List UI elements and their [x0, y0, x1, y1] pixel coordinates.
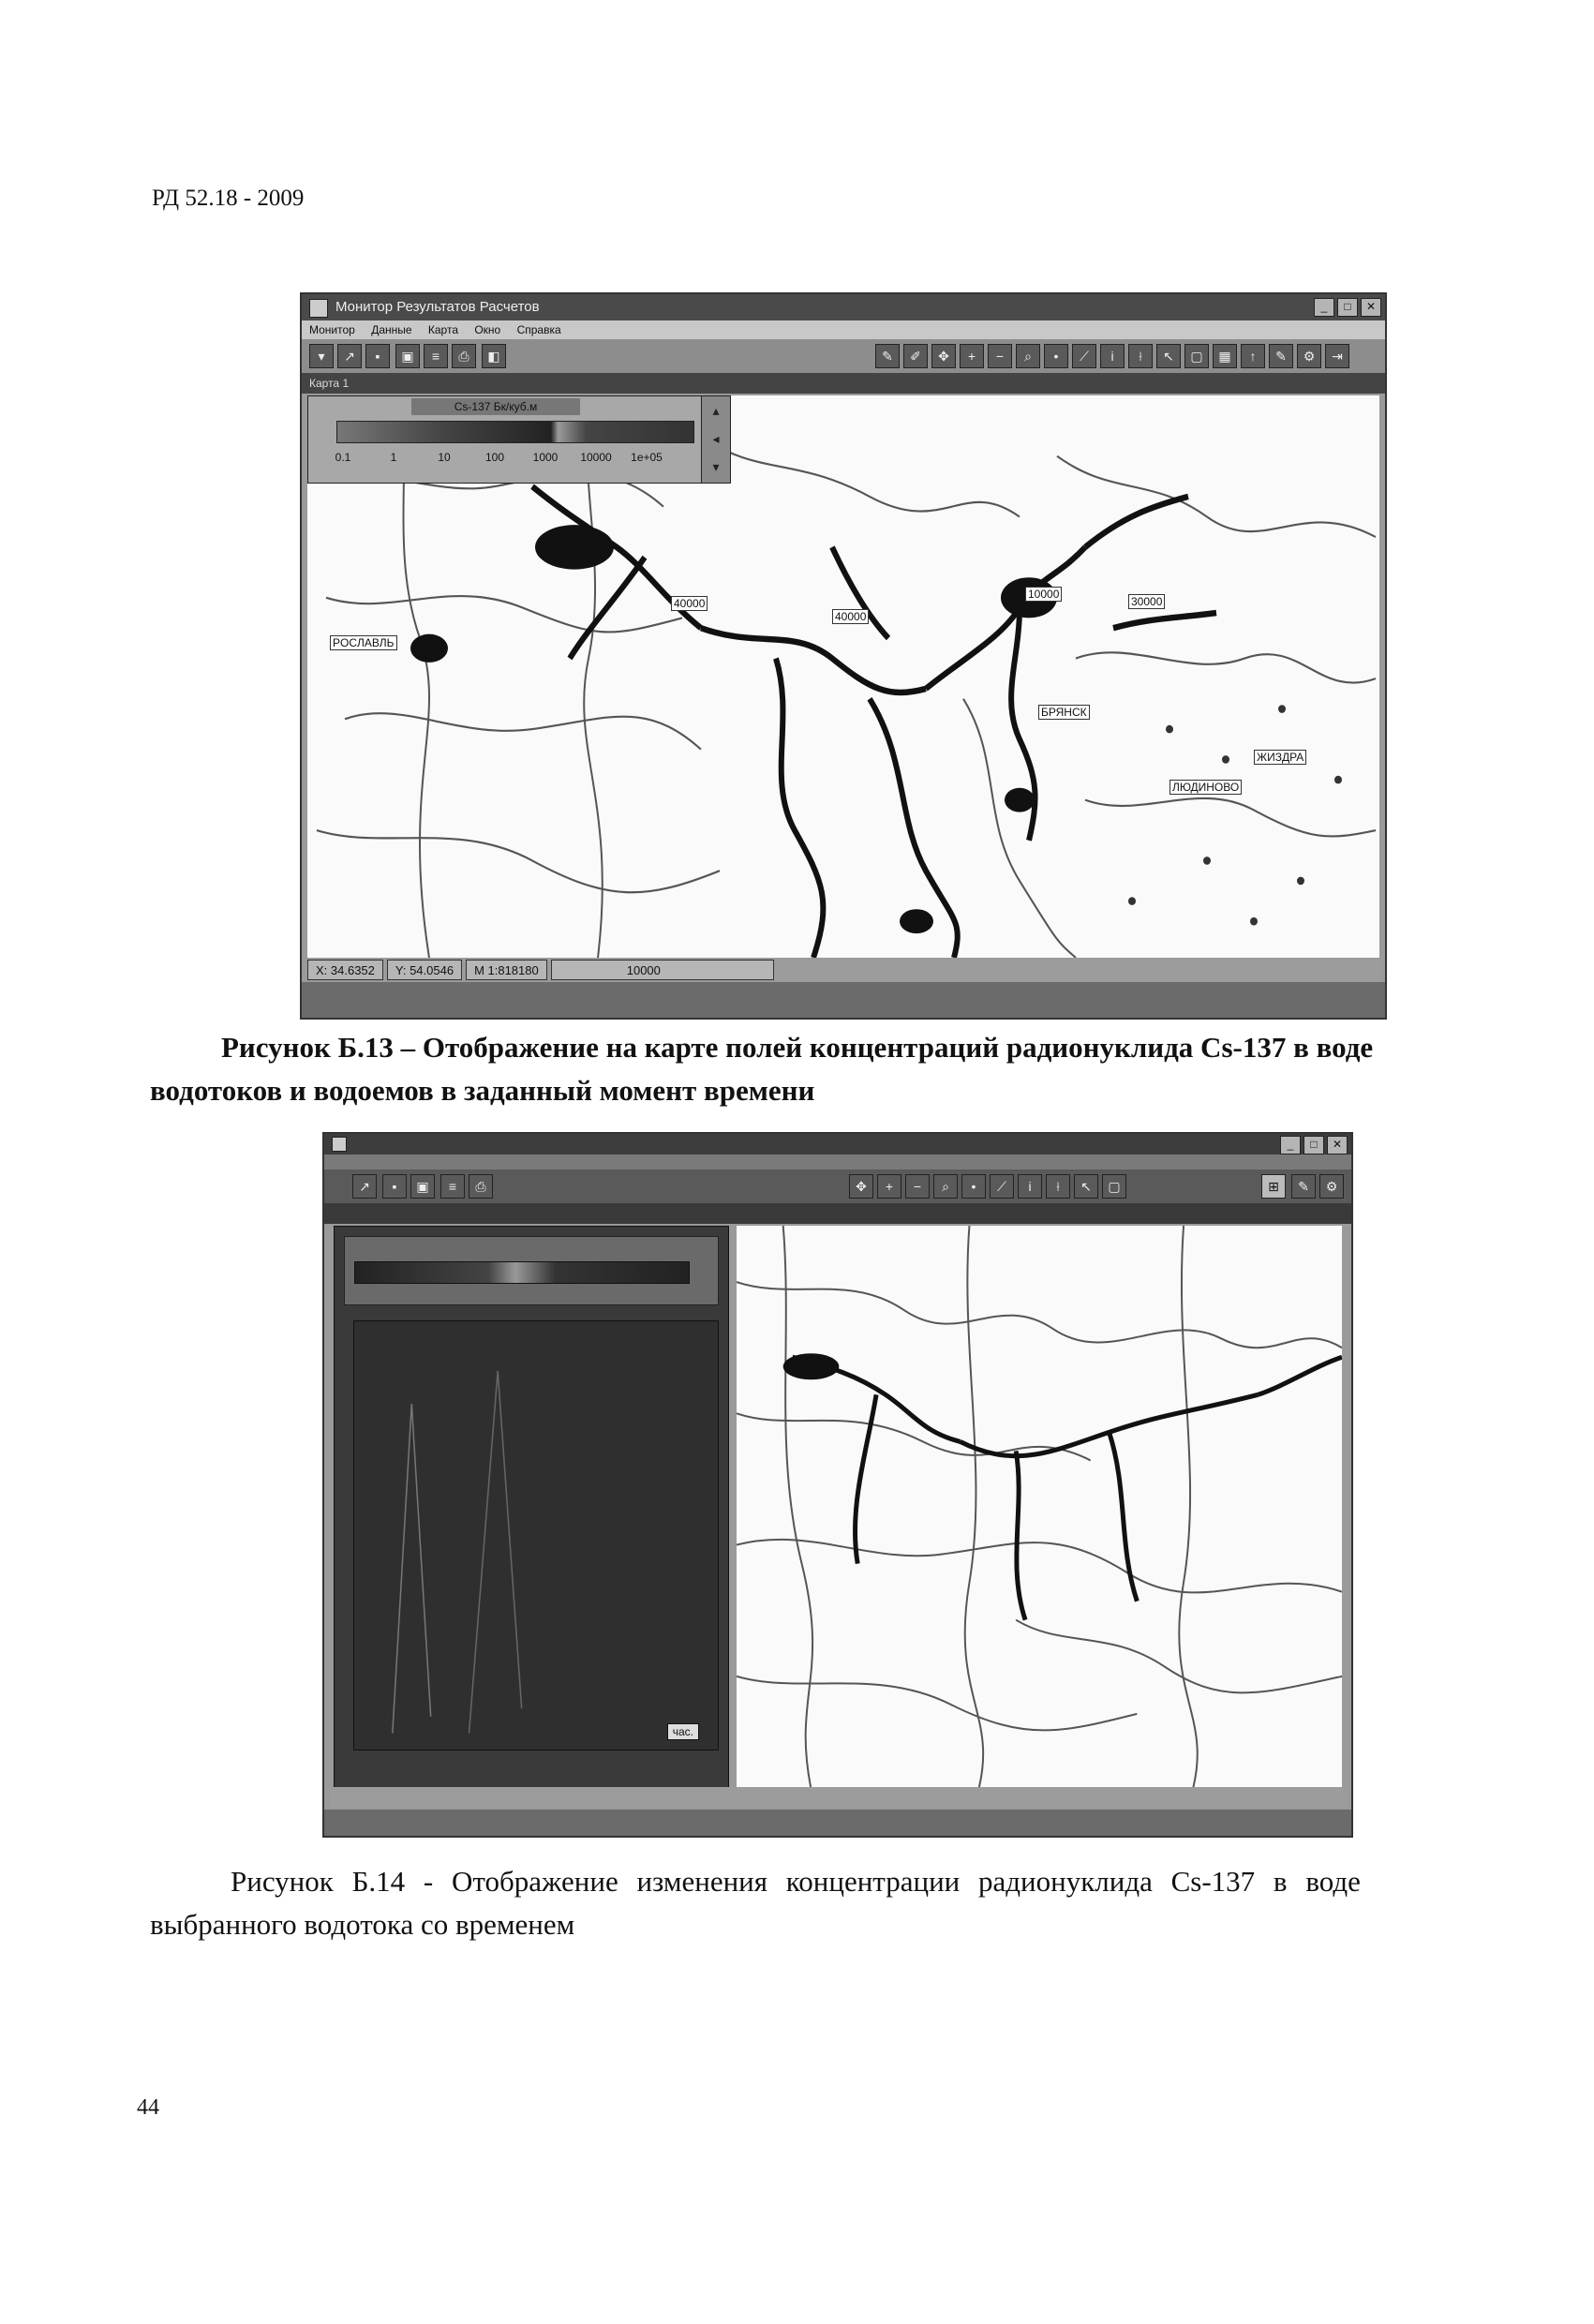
ruler-icon[interactable]: ⟊ [1046, 1174, 1070, 1199]
save-icon[interactable]: ▪ [365, 344, 390, 368]
taskbar [324, 1810, 1351, 1836]
grid-icon[interactable]: ▦ [1213, 344, 1237, 368]
pencil-icon[interactable]: ✎ [875, 344, 900, 368]
zoom-out-icon[interactable]: − [905, 1174, 930, 1199]
measure-icon[interactable]: ⟋ [990, 1174, 1014, 1199]
window-titlebar [324, 1134, 1351, 1155]
status-scale: M 1:818180 [466, 960, 547, 980]
draw-icon[interactable]: ✐ [903, 344, 928, 368]
window-icon[interactable]: ▣ [410, 1174, 435, 1199]
window-title: Монитор Результатов Расчетов [335, 299, 540, 315]
brush-icon[interactable]: ✎ [1269, 344, 1293, 368]
legend-scroll[interactable] [701, 396, 730, 483]
close-button[interactable]: ✕ [1327, 1136, 1348, 1155]
settings-icon[interactable]: ⚙ [1297, 344, 1321, 368]
menu-bar [324, 1155, 1351, 1169]
time-series-panel [334, 1226, 729, 1789]
concentration-time-graph[interactable] [353, 1320, 719, 1750]
chevron-up-icon[interactable]: ▴ [712, 403, 720, 418]
maximize-button[interactable]: □ [1337, 298, 1358, 317]
select-icon[interactable]: ↖ [1074, 1174, 1098, 1199]
toolbar [302, 339, 1385, 373]
zoom-area-icon[interactable]: ⌕ [1016, 344, 1040, 368]
figure-b13-screenshot [300, 292, 1387, 1020]
map-view[interactable] [737, 1226, 1342, 1789]
menu-help[interactable]: Справка [516, 323, 561, 336]
layers-icon[interactable]: ◧ [482, 344, 506, 368]
ruler-icon[interactable]: ⟊ [1128, 344, 1153, 368]
legend-tick: 1 [390, 451, 397, 464]
figure-b14-screenshot [322, 1132, 1353, 1838]
map-label: БРЯНСК [1038, 705, 1090, 720]
exit-icon[interactable]: ⇥ [1325, 344, 1349, 368]
map-label: ЛЮДИНОВО [1169, 780, 1242, 795]
figure-b14-caption [150, 1860, 1452, 1946]
app-icon [309, 299, 328, 318]
chevron-left-icon[interactable]: ◂ [712, 431, 720, 446]
close-button[interactable]: ✕ [1361, 298, 1381, 317]
caption-line: выбранного водотока со временем [150, 1908, 575, 1941]
zoom-in-icon[interactable]: + [877, 1174, 901, 1199]
map-window-titlebar [302, 373, 1385, 394]
legend-color-scale [336, 421, 694, 443]
list-icon[interactable]: ≡ [440, 1174, 465, 1199]
arrow-up-icon[interactable]: ↑ [1241, 344, 1265, 368]
select-icon[interactable]: ↖ [1156, 344, 1181, 368]
page-number: 44 [137, 2095, 159, 2120]
menu-monitor[interactable]: Монитор [309, 323, 355, 336]
print-icon[interactable]: ⎙ [469, 1174, 493, 1199]
info-icon[interactable]: i [1100, 344, 1125, 368]
chevron-down-icon[interactable]: ▾ [712, 459, 720, 474]
toolbar [324, 1169, 1351, 1203]
legend-title: Cs-137 Бк/куб.м [411, 398, 580, 415]
pin-icon[interactable]: • [961, 1174, 986, 1199]
list-icon[interactable]: ≡ [424, 344, 448, 368]
document-code: РД 52.18 - 2009 [152, 186, 305, 211]
status-bar [307, 960, 1379, 980]
status-bar [330, 1787, 1346, 1808]
map-label: 40000 [832, 609, 869, 624]
chart-icon[interactable]: ↗ [352, 1174, 377, 1199]
status-value: 10000 [551, 960, 774, 980]
map-window-title: Карта 1 [309, 377, 350, 390]
legend-tick: 100 [484, 451, 505, 464]
map-label: 30000 [1128, 594, 1165, 609]
river-network [737, 1226, 1342, 1789]
print-icon[interactable]: ⎙ [452, 344, 476, 368]
zoom-in-icon[interactable]: + [960, 344, 984, 368]
caption-line: водотоков и водоемов в заданный момент времени [150, 1074, 815, 1107]
pin-icon[interactable]: • [1044, 344, 1068, 368]
legend-tick: 1000 [532, 451, 559, 464]
active-tool-icon[interactable]: ⊞ [1261, 1174, 1286, 1199]
status-x-coordinate: X: 34.6352 [307, 960, 383, 980]
chart-icon[interactable]: ↗ [337, 344, 362, 368]
measure-icon[interactable]: ⟋ [1072, 344, 1096, 368]
map-label: ЖИЗДРА [1254, 750, 1306, 765]
concentration-legend [344, 1236, 719, 1305]
open-icon[interactable]: ▾ [309, 344, 334, 368]
frame-icon[interactable]: ▢ [1184, 344, 1209, 368]
legend-ticks [318, 451, 672, 464]
concentration-legend [307, 395, 731, 484]
caption-line: Рисунок Б.13 – Отображение на карте полей концентраций радионуклида Cs-137 в воде [221, 1031, 1374, 1064]
minimize-button[interactable]: _ [1314, 298, 1334, 317]
concentration-curve [354, 1321, 718, 1750]
figure-b13-caption [150, 1026, 1396, 1112]
window-titlebar [302, 294, 1385, 320]
map-label: 40000 [671, 596, 708, 611]
frame-icon[interactable]: ▢ [1102, 1174, 1126, 1199]
pan-icon[interactable]: ✥ [849, 1174, 873, 1199]
legend-tick: 0.1 [335, 451, 351, 464]
menu-map[interactable]: Карта [427, 323, 458, 336]
app-icon [332, 1137, 347, 1152]
save-icon[interactable]: ▪ [382, 1174, 407, 1199]
zoom-area-icon[interactable]: ⌕ [933, 1174, 958, 1199]
info-icon[interactable]: i [1018, 1174, 1042, 1199]
brush-icon[interactable]: ✎ [1291, 1174, 1316, 1199]
pan-icon[interactable]: ✥ [931, 344, 956, 368]
legend-tick: 10000 [580, 451, 612, 464]
map-label: 10000 [1025, 587, 1062, 602]
legend-tick: 10 [438, 451, 451, 464]
time-axis-unit: час. [667, 1723, 699, 1740]
settings-icon[interactable]: ⚙ [1319, 1174, 1344, 1199]
legend-tick: 1e+05 [631, 451, 663, 464]
menu-bar [302, 320, 1385, 339]
status-y-coordinate: Y: 54.0546 [387, 960, 462, 980]
map-window-titlebar [324, 1203, 1351, 1224]
minimize-button[interactable]: _ [1280, 1136, 1301, 1155]
taskbar [302, 982, 1385, 1018]
maximize-button[interactable]: □ [1304, 1136, 1324, 1155]
legend-color-scale [354, 1261, 690, 1284]
window-icon[interactable]: ▣ [395, 344, 420, 368]
menu-window[interactable]: Окно [474, 323, 501, 336]
caption-line: Рисунок Б.14 - Отображение изменения концентрации радионуклида Cs-137 в воде [231, 1865, 1361, 1898]
zoom-out-icon[interactable]: − [988, 344, 1012, 368]
menu-data[interactable]: Данные [371, 323, 412, 336]
map-label: POCЛАВЛЬ [330, 635, 397, 650]
